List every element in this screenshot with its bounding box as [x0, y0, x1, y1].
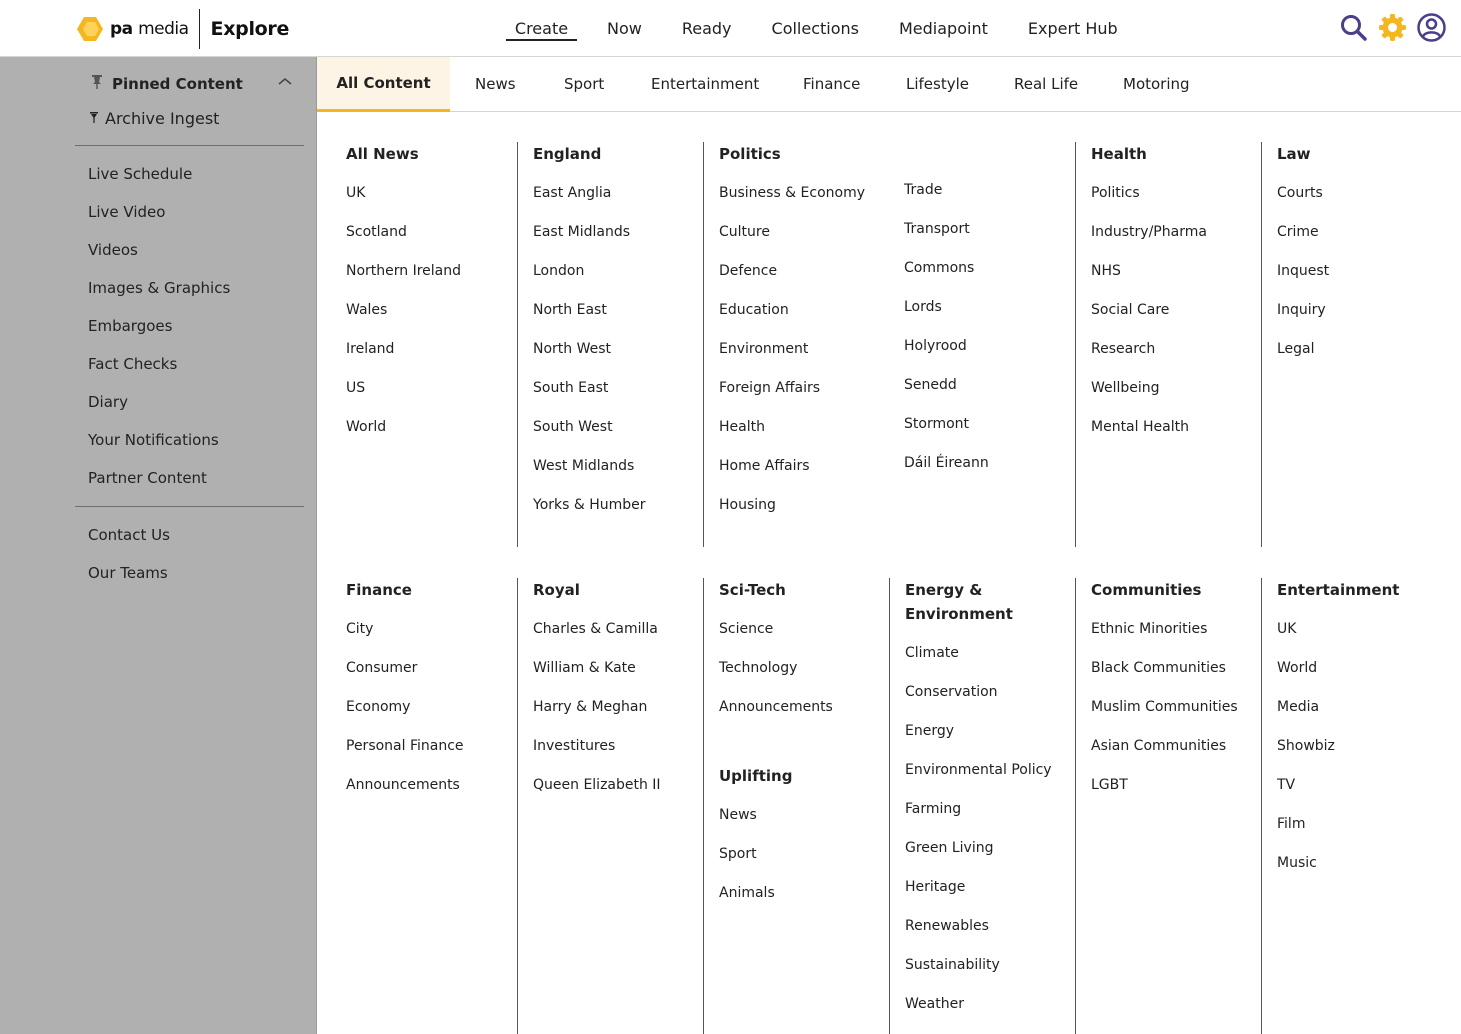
menu-link-queen-elizabeth-ii[interactable]: Queen Elizabeth II [533, 777, 661, 793]
nav-create[interactable]: Create [506, 0, 577, 57]
column-divider [703, 578, 704, 1034]
app-name: Explore [210, 18, 290, 40]
menu-heading-energy-environment[interactable]: Energy & Environment [905, 581, 1013, 623]
menu-column-england [533, 142, 693, 513]
menu-link-announcements[interactable]: Announcements [346, 777, 460, 793]
menu-link-holyrood[interactable]: Holyrood [904, 338, 967, 354]
menu-link-ethnic-minorities[interactable]: Ethnic Minorities [1091, 621, 1208, 637]
menu-heading-law[interactable]: Law [1277, 145, 1311, 163]
menu-link-charles-camilla[interactable]: Charles & Camilla [533, 621, 658, 637]
menu-link-business-economy[interactable]: Business & Economy [719, 185, 866, 201]
sidebar-item-embargoes[interactable]: Embargoes [88, 317, 173, 335]
menu-link-tv[interactable]: TV [1277, 777, 1296, 793]
chevron-up-icon[interactable] [277, 74, 293, 90]
sidebar-item-contact-us[interactable]: Contact Us [88, 526, 170, 544]
tab-motoring[interactable]: Motoring [1123, 75, 1190, 93]
menu-link-inquest[interactable]: Inquest [1277, 263, 1330, 279]
menu-column-law [1277, 142, 1437, 357]
category-tabs [317, 57, 1461, 112]
menu-link-east-anglia[interactable]: East Anglia [533, 185, 612, 201]
menu-link-defence[interactable]: Defence [719, 263, 778, 279]
header-icons [1338, 12, 1447, 43]
pinned-content-label: Pinned Content [112, 75, 243, 93]
menu-column-energy-environment [905, 578, 1065, 1012]
menu-link-media[interactable]: Media [1277, 699, 1320, 715]
menu-column-all-news [346, 142, 506, 435]
column-divider [1261, 142, 1262, 547]
column-divider [517, 142, 518, 547]
column-divider [1261, 578, 1262, 1034]
menu-link-conservation[interactable]: Conservation [905, 684, 998, 700]
menu-heading-health[interactable]: Health [1091, 145, 1147, 163]
menu-link-housing[interactable]: Housing [719, 497, 776, 513]
menu-link-health[interactable]: Health [719, 419, 765, 435]
nav-now[interactable]: Now [607, 19, 642, 38]
menu-heading-royal[interactable]: Royal [533, 581, 580, 599]
sidebar [0, 57, 317, 1034]
pa-media-logo-icon [76, 15, 104, 43]
menu-link-uk[interactable]: UK [346, 185, 366, 201]
menu-heading-politics[interactable]: Politics [719, 145, 781, 163]
menu-link-wales[interactable]: Wales [346, 302, 388, 318]
user-account-icon[interactable] [1416, 12, 1447, 43]
menu-link-politics[interactable]: Politics [1091, 185, 1140, 201]
menu-link-nhs[interactable]: NHS [1091, 263, 1121, 279]
tab-sport[interactable]: Sport [564, 75, 605, 93]
menu-heading-entertainment[interactable]: Entertainment [1277, 581, 1400, 599]
pin-icon [90, 109, 98, 128]
menu-link-trade[interactable]: Trade [904, 182, 943, 198]
menu-link-consumer[interactable]: Consumer [346, 660, 418, 676]
menu-link-inquiry[interactable]: Inquiry [1277, 302, 1326, 318]
menu-link-climate[interactable]: Climate [905, 645, 959, 661]
menu-link-culture[interactable]: Culture [719, 224, 770, 240]
menu-link-weather[interactable]: Weather [905, 996, 964, 1012]
menu-link-farming[interactable]: Farming [905, 801, 962, 817]
menu-link-world[interactable]: World [346, 419, 387, 435]
menu-link-foreign-affairs[interactable]: Foreign Affairs [719, 380, 821, 396]
gear-icon[interactable] [1377, 12, 1408, 43]
menu-link-economy[interactable]: Economy [346, 699, 411, 715]
menu-link-north-west[interactable]: North West [533, 341, 612, 357]
sidebar-item-live-video[interactable]: Live Video [88, 203, 166, 221]
column-divider [517, 578, 518, 1034]
menu-link-personal-finance[interactable]: Personal Finance [346, 738, 464, 754]
menu-link-sustainability[interactable]: Sustainability [905, 957, 1000, 973]
sidebar-item-archive-ingest[interactable] [90, 109, 219, 128]
top-bar [0, 0, 1461, 57]
menu-link-wellbeing[interactable]: Wellbeing [1091, 380, 1160, 396]
menu-link-northern-ireland[interactable]: Northern Ireland [346, 263, 462, 279]
menu-link-muslim-communities[interactable]: Muslim Communities [1091, 699, 1238, 715]
menu-link-london[interactable]: London [533, 263, 585, 279]
brand-logo[interactable] [76, 12, 289, 46]
menu-link-north-east[interactable]: North East [533, 302, 607, 318]
menu-link-investitures[interactable]: Investitures [533, 738, 616, 754]
menu-link-us[interactable]: US [346, 380, 366, 396]
menu-link-lords[interactable]: Lords [904, 299, 942, 315]
menu-column-finance [346, 578, 506, 793]
menu-link-east-midlands[interactable]: East Midlands [533, 224, 631, 240]
menu-link-south-west[interactable]: South West [533, 419, 613, 435]
sidebar-item-partner-content[interactable]: Partner Content [88, 469, 207, 487]
menu-heading-all-news[interactable]: All News [346, 145, 419, 163]
menu-column-health [1091, 142, 1251, 435]
menu-link-mental-health[interactable]: Mental Health [1091, 419, 1189, 435]
menu-column-uplifting [719, 764, 879, 901]
menu-link-transport[interactable]: Transport [904, 221, 970, 237]
menu-link-heritage[interactable]: Heritage [905, 879, 966, 895]
sidebar-item-fact-checks[interactable]: Fact Checks [88, 355, 178, 373]
column-divider [703, 142, 704, 547]
main-nav [506, 0, 1118, 57]
menu-link-environment[interactable]: Environment [719, 341, 809, 357]
menu-link-yorks-humber[interactable]: Yorks & Humber [533, 497, 646, 513]
tab-entertainment[interactable]: Entertainment [651, 75, 760, 93]
menu-link-west-midlands[interactable]: West Midlands [533, 458, 635, 474]
tab-news[interactable]: News [475, 75, 516, 93]
menu-link-social-care[interactable]: Social Care [1091, 302, 1170, 318]
pinned-content-header[interactable] [90, 72, 295, 96]
menu-link-education[interactable]: Education [719, 302, 789, 318]
sidebar-item-our-teams[interactable]: Our Teams [88, 564, 168, 582]
menu-link-south-east[interactable]: South East [533, 380, 609, 396]
column-divider [889, 578, 890, 1034]
menu-link-senedd[interactable]: Senedd [904, 377, 957, 393]
search-icon[interactable] [1338, 12, 1369, 43]
menu-link-news[interactable]: News [719, 807, 757, 823]
menu-link-lgbt[interactable]: LGBT [1091, 777, 1128, 793]
column-divider [1075, 578, 1076, 1034]
menu-link-world[interactable]: World [1277, 660, 1318, 676]
menu-link-william-kate[interactable]: William & Kate [533, 660, 636, 676]
sidebar-item-label: Archive Ingest [105, 109, 220, 128]
menu-column-communities [1091, 578, 1251, 793]
menu-heading-sci-tech[interactable]: Sci-Tech [719, 581, 786, 599]
menu-link-energy[interactable]: Energy [905, 723, 955, 739]
menu-column-entertainment [1277, 578, 1447, 871]
tab-all-content[interactable]: All Content [317, 57, 450, 112]
sidebar-divider [75, 145, 304, 146]
logo-divider [199, 9, 200, 49]
menu-heading-uplifting[interactable]: Uplifting [719, 767, 793, 785]
nav-ready[interactable]: Ready [681, 19, 732, 38]
menu-link-showbiz[interactable]: Showbiz [1277, 738, 1335, 754]
menu-link-black-communities[interactable]: Black Communities [1091, 660, 1226, 676]
tab-finance[interactable]: Finance [803, 75, 861, 93]
menu-link-green-living[interactable]: Green Living [905, 840, 994, 856]
menu-link-dail-eireann[interactable]: Dáil Éireann [904, 455, 989, 471]
menu-heading-england[interactable]: England [533, 145, 602, 163]
menu-link-scotland[interactable]: Scotland [346, 224, 407, 240]
menu-column-sci-tech [719, 578, 879, 715]
menu-link-environmental-policy[interactable]: Environmental Policy [905, 762, 1052, 778]
menu-link-stormont[interactable]: Stormont [904, 416, 970, 432]
menu-link-sport[interactable]: Sport [719, 846, 757, 862]
menu-link-renewables[interactable]: Renewables [905, 918, 989, 934]
menu-link-commons[interactable]: Commons [904, 260, 975, 276]
sidebar-item-diary[interactable]: Diary [88, 393, 128, 411]
menu-heading-communities[interactable]: Communities [1091, 581, 1202, 599]
nav-mediapoint[interactable]: Mediapoint [899, 19, 988, 38]
sidebar-item-videos[interactable]: Videos [88, 241, 138, 259]
menu-link-industry-pharma[interactable]: Industry/Pharma [1091, 224, 1207, 240]
menu-link-crime[interactable]: Crime [1277, 224, 1319, 240]
menu-column-royal [533, 578, 693, 793]
pin-icon [90, 74, 104, 94]
sidebar-item-images-graphics[interactable]: Images & Graphics [88, 279, 231, 297]
menu-link-asian-communities[interactable]: Asian Communities [1091, 738, 1227, 754]
menu-link-courts[interactable]: Courts [1277, 185, 1323, 201]
tab-lifestyle[interactable]: Lifestyle [906, 75, 970, 93]
menu-link-announcements[interactable]: Announcements [719, 699, 833, 715]
nav-expert-hub[interactable]: Expert Hub [1027, 19, 1118, 38]
menu-link-animals[interactable]: Animals [719, 885, 775, 901]
menu-link-music[interactable]: Music [1277, 855, 1317, 871]
menu-link-science[interactable]: Science [719, 621, 774, 637]
menu-link-technology[interactable]: Technology [719, 660, 798, 676]
menu-link-harry-meghan[interactable]: Harry & Meghan [533, 699, 648, 715]
brand-name: pa media [110, 19, 189, 39]
menu-heading-finance[interactable]: Finance [346, 581, 412, 599]
column-divider [1075, 142, 1076, 547]
sidebar-item-your-notifications[interactable]: Your Notifications [88, 431, 219, 449]
nav-collections[interactable]: Collections [771, 19, 859, 38]
menu-link-uk[interactable]: UK [1277, 621, 1297, 637]
menu-link-research[interactable]: Research [1091, 341, 1156, 357]
menu-link-ireland[interactable]: Ireland [346, 341, 395, 357]
sidebar-divider [75, 506, 304, 507]
tab-real-life[interactable]: Real Life [1014, 75, 1079, 93]
menu-column-politics [719, 142, 1059, 513]
sidebar-item-live-schedule[interactable]: Live Schedule [88, 165, 193, 183]
menu-link-home-affairs[interactable]: Home Affairs [719, 458, 810, 474]
menu-link-legal[interactable]: Legal [1277, 341, 1315, 357]
menu-link-film[interactable]: Film [1277, 816, 1306, 832]
menu-link-city[interactable]: City [346, 621, 374, 637]
